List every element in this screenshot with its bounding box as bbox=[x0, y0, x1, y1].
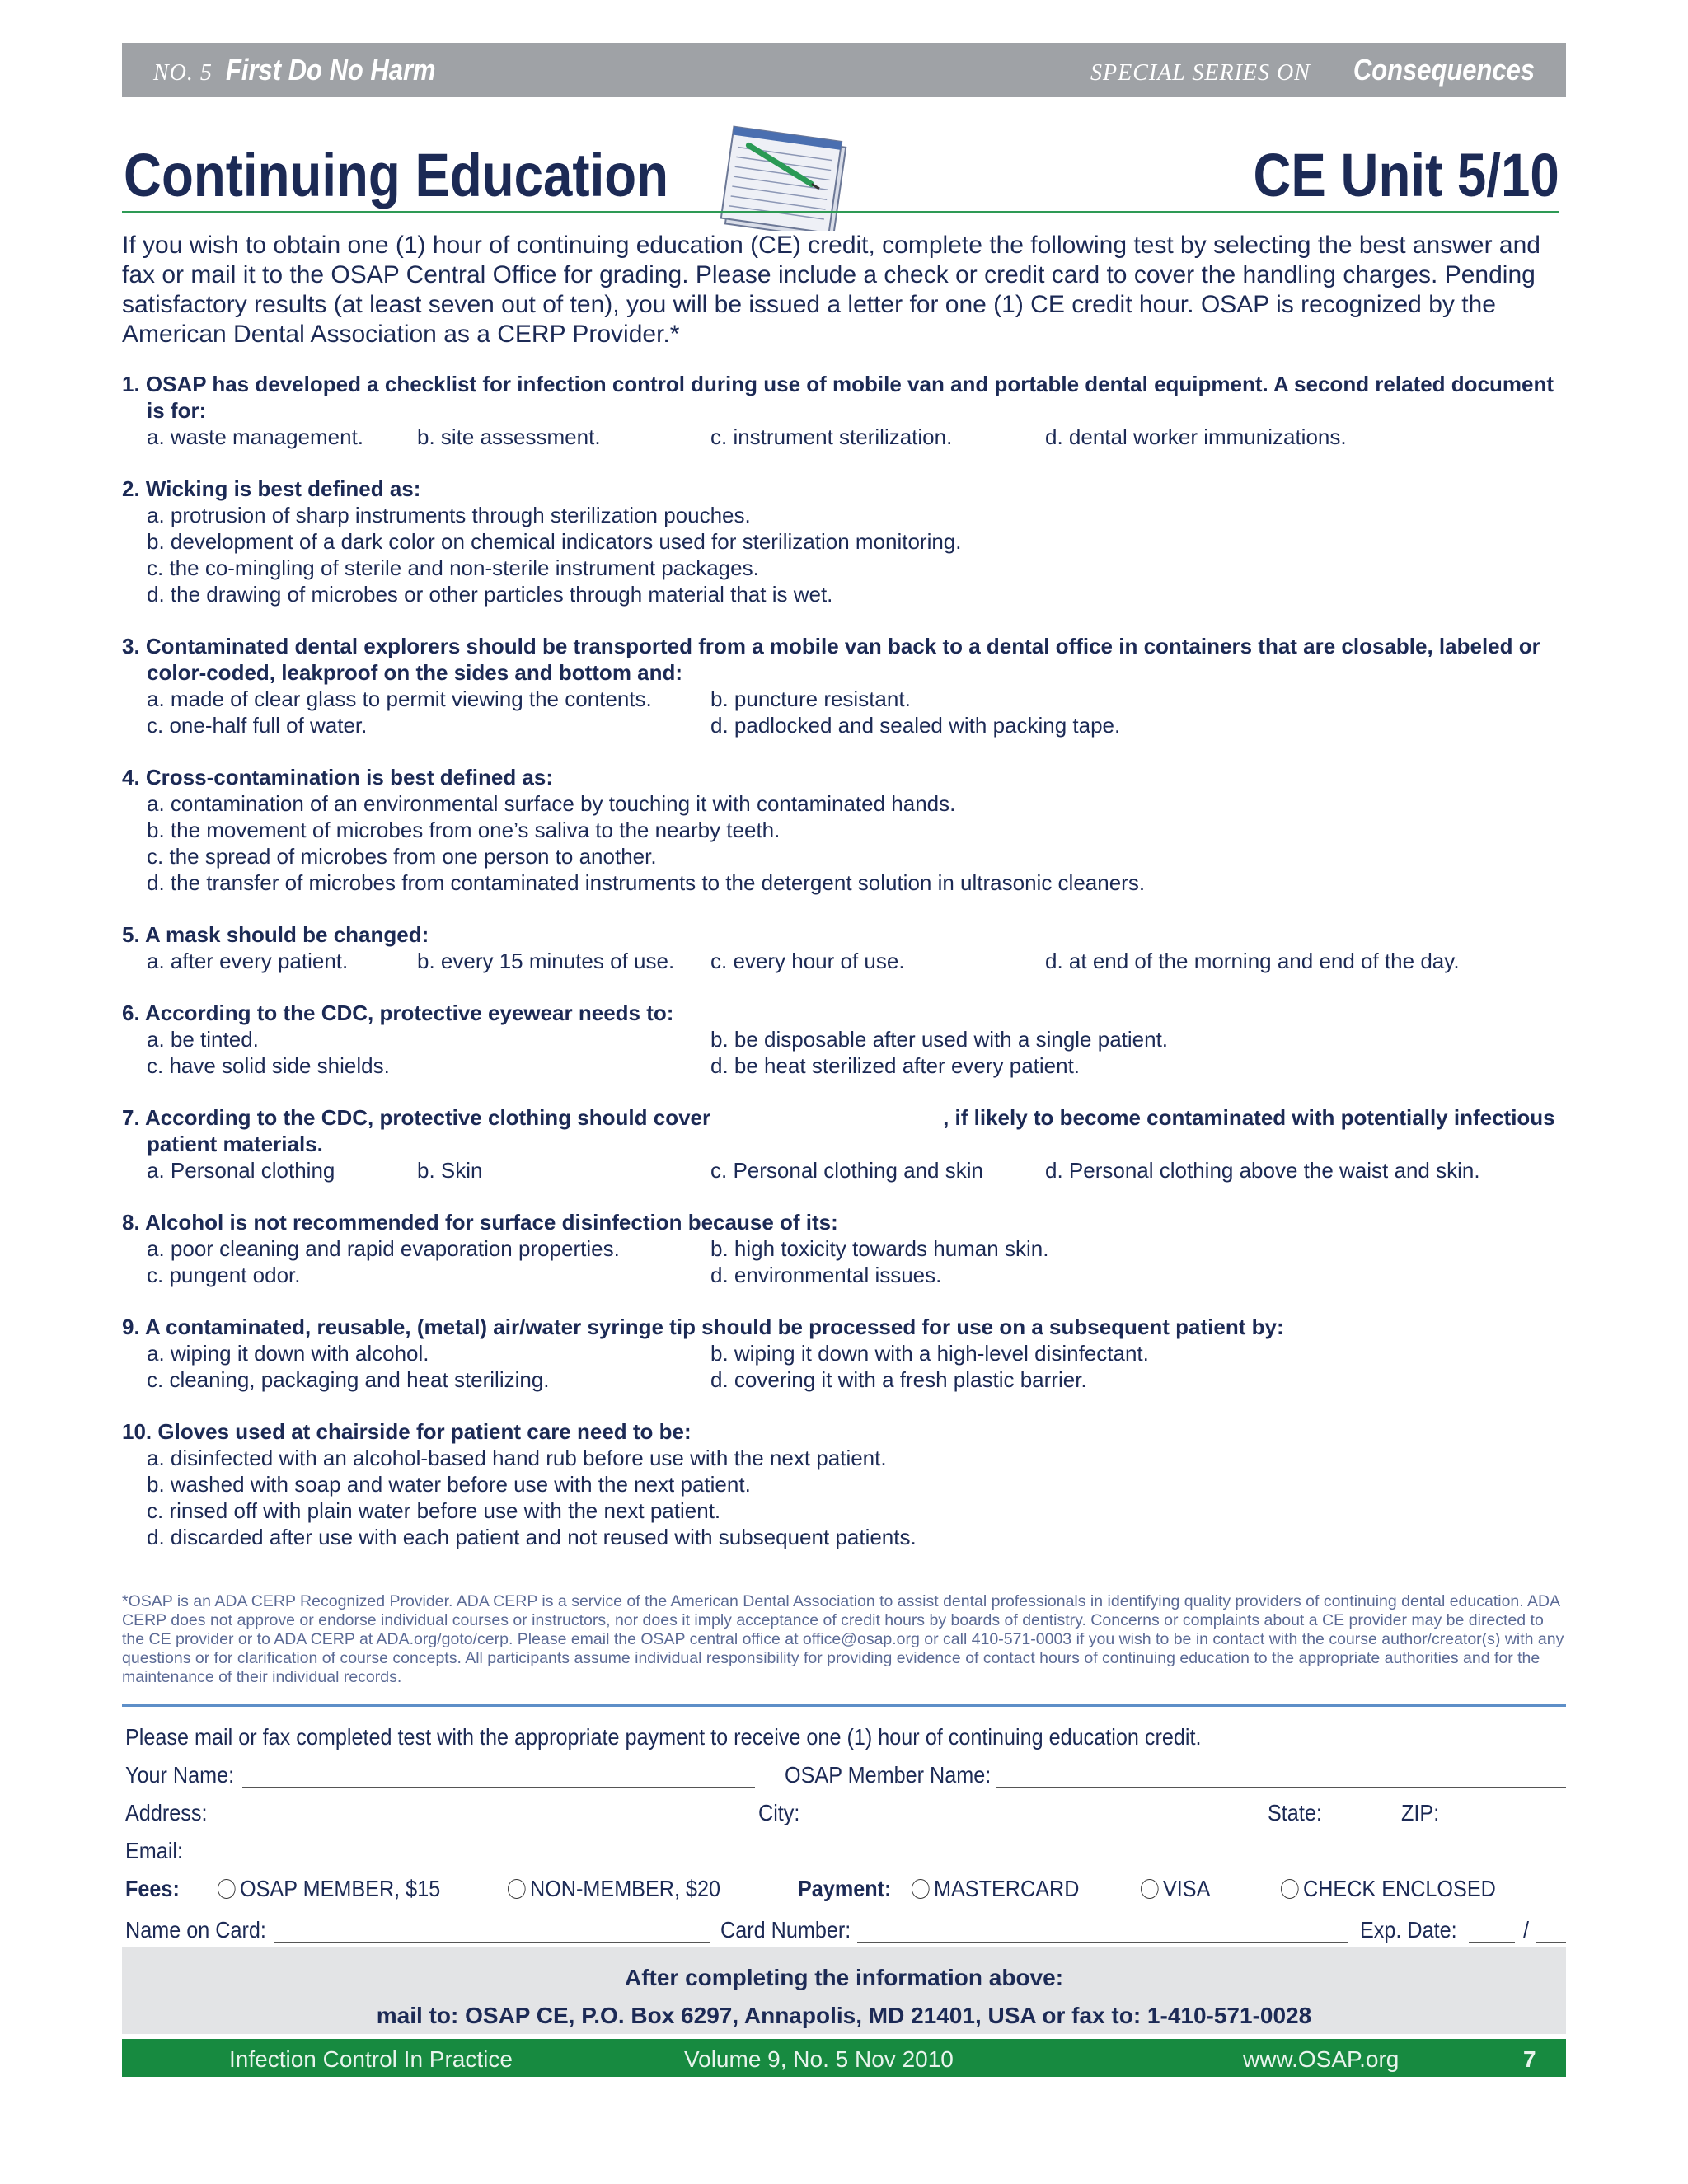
radio-circle-icon bbox=[1141, 1879, 1159, 1899]
answer-option[interactable]: a. disinfected with an alcohol-based hand rub before use with the next patient. bbox=[147, 1446, 887, 1470]
question-text: 1. OSAP has developed a checklist for infection control during use of mobile van and portable dental equipment. A second related document is for: bbox=[122, 372, 1554, 423]
answer-option[interactable]: c. instrument sterilization. bbox=[710, 424, 953, 449]
question-text: 6. According to the CDC, protective eyewear needs to: bbox=[122, 1001, 674, 1025]
question-text: 4. Cross-contamination is best defined as: bbox=[122, 765, 553, 790]
question-text: 10. Gloves used at chairside for patient care need to be: bbox=[122, 1419, 692, 1444]
answer-option[interactable]: a. contamination of an environmental surface by touching it with contaminated hands. bbox=[147, 791, 956, 816]
answer-option[interactable]: a. waste management. bbox=[147, 424, 364, 449]
mail-heading: After completing the information above: bbox=[624, 1965, 1064, 1990]
question-2 bbox=[122, 476, 1573, 607]
answer-option[interactable]: c. cleaning, packaging and heat sterilizing. bbox=[147, 1367, 550, 1392]
your-name-label: Your Name: bbox=[125, 1762, 235, 1788]
radio-circle-icon bbox=[1281, 1879, 1299, 1899]
answer-option[interactable]: c. the spread of microbes from one person to another. bbox=[147, 844, 657, 869]
city-label: City: bbox=[758, 1800, 800, 1825]
mailing-instructions bbox=[122, 1947, 1566, 2034]
question-1 bbox=[122, 371, 1573, 450]
name-on-card-label: Name on Card: bbox=[125, 1917, 266, 1943]
member-name-field[interactable] bbox=[996, 1787, 1566, 1788]
question-text: 3. Contaminated dental explorers should be transported from a mobile van back to a dental office in containers that are closable, labeled or color-coded, leakproof on the sides and bottom and: bbox=[122, 634, 1540, 685]
answer-option[interactable]: d. be heat sterilized after every patient. bbox=[710, 1053, 1081, 1078]
member-name-label: OSAP Member Name: bbox=[785, 1762, 992, 1788]
answer-option[interactable]: d. dental worker immunizations. bbox=[1045, 424, 1347, 449]
address-label: Address: bbox=[125, 1800, 208, 1825]
payment-label: Payment: bbox=[798, 1876, 892, 1901]
question-text: 9. A contaminated, reusable, (metal) air/water syringe tip should be processed for use on a subsequent patient by: bbox=[122, 1315, 1284, 1339]
answer-option[interactable]: b. puncture resistant. bbox=[710, 687, 911, 711]
form-divider bbox=[122, 1704, 1566, 1707]
ce-unit-label: CE Unit 5/10 bbox=[1253, 141, 1559, 209]
page-footer bbox=[122, 2039, 1566, 2077]
answer-option[interactable]: c. pungent odor. bbox=[147, 1263, 301, 1287]
answer-option[interactable]: d. padlocked and sealed with packing tape. bbox=[710, 713, 1121, 738]
question-10 bbox=[122, 1418, 1573, 1550]
answer-option[interactable]: b. site assessment. bbox=[417, 424, 601, 449]
issue-number: NO. 5 bbox=[153, 60, 213, 86]
answer-option[interactable]: d. the drawing of microbes or other particles through material that is wet. bbox=[147, 582, 833, 607]
answer-option[interactable]: d. Personal clothing above the waist and skin. bbox=[1045, 1158, 1480, 1183]
series-prefix: SPECIAL SERIES ON bbox=[1090, 60, 1311, 86]
state-label: State: bbox=[1268, 1800, 1322, 1825]
answer-option[interactable]: c. Personal clothing and skin bbox=[710, 1158, 983, 1183]
question-text: 7. According to the CDC, protective clothing should cover ___________________, if likely to become contaminated with potentially infectious patient materials. bbox=[122, 1105, 1555, 1156]
series-name: Consequences bbox=[1353, 53, 1535, 87]
publication-name: Infection Control In Practice bbox=[229, 2046, 513, 2072]
fee-nonmember-option[interactable]: NON-MEMBER, $20 bbox=[508, 1876, 720, 1902]
answer-option[interactable]: b. development of a dark color on chemical indicators used for sterilization monitoring. bbox=[147, 529, 962, 554]
question-text: 5. A mask should be changed: bbox=[122, 922, 429, 947]
answer-option[interactable]: a. protrusion of sharp instruments through sterilization pouches. bbox=[147, 503, 751, 527]
question-7 bbox=[122, 1104, 1573, 1183]
answer-option[interactable]: d. covering it with a fresh plastic barrier. bbox=[710, 1367, 1087, 1392]
answer-option[interactable]: a. after every patient. bbox=[147, 949, 349, 973]
radio-circle-icon bbox=[912, 1879, 930, 1899]
pay-visa-option[interactable]: VISA bbox=[1141, 1876, 1210, 1902]
answer-option[interactable]: d. discarded after use with each patient and not reused with subsequent patients. bbox=[147, 1525, 917, 1549]
answer-option[interactable]: c. one-half full of water. bbox=[147, 713, 368, 738]
answer-option[interactable]: c. have solid side shields. bbox=[147, 1053, 390, 1078]
volume-info: Volume 9, No. 5 Nov 2010 bbox=[684, 2046, 954, 2072]
exp-month-field[interactable] bbox=[1469, 1942, 1515, 1943]
radio-circle-icon bbox=[218, 1879, 236, 1899]
page-header bbox=[122, 124, 1566, 214]
your-name-field[interactable] bbox=[242, 1787, 755, 1788]
series-banner bbox=[122, 43, 1566, 97]
answer-option[interactable]: c. every hour of use. bbox=[710, 949, 905, 973]
question-9 bbox=[122, 1314, 1573, 1393]
card-number-label: Card Number: bbox=[720, 1917, 851, 1943]
answer-option[interactable]: a. Personal clothing bbox=[147, 1158, 335, 1183]
cerp-footnote: *OSAP is an ADA CERP Recognized Provider. ADA CERP is a service of the American Dental Association to assist dental professionals in identifying quality providers of continuing dental education. ADA CERP does not approve or endorse individual courses or instructors, nor does it imply acceptance of credit hours by boards of dentistry. Concerns or complaints about a CE provider may be directed to the CE provider or to ADA CERP at ADA.org/goto/cerp. Please email the OSAP central office at office@osap.org or call 410-571-0003 if you wish to be in contact with the course author/creator(s) with any questions or for clarification of course concepts. All participants assume individual responsibility for providing evidence of contact hours of continuing education to the appropriate authorities and for the maintenance of their individual records. bbox=[122, 1592, 1564, 1686]
series-title: First Do No Harm bbox=[225, 53, 436, 87]
exp-date-label: Exp. Date: bbox=[1360, 1917, 1457, 1943]
answer-option[interactable]: b. Skin bbox=[417, 1158, 483, 1183]
quiz bbox=[122, 371, 1573, 1576]
question-3 bbox=[122, 633, 1573, 738]
answer-option[interactable]: d. at end of the morning and end of the day. bbox=[1045, 949, 1460, 973]
mail-address: mail to: OSAP CE, P.O. Box 6297, Annapolis, MD 21401, USA or fax to: 1-410-571-0028 bbox=[376, 2003, 1312, 2028]
page-title: Continuing Education bbox=[124, 141, 669, 209]
fees-label: Fees: bbox=[125, 1876, 180, 1901]
fee-member-option[interactable]: OSAP MEMBER, $15 bbox=[218, 1876, 440, 1902]
email-label: Email: bbox=[125, 1838, 184, 1863]
page-number: 7 bbox=[1523, 2046, 1536, 2072]
question-text: 2. Wicking is best defined as: bbox=[122, 476, 421, 501]
question-5 bbox=[122, 921, 1573, 974]
zip-label: ZIP: bbox=[1401, 1800, 1440, 1825]
exp-date-separator: / bbox=[1523, 1917, 1530, 1943]
answer-option[interactable]: b. washed with soap and water before use with the next patient. bbox=[147, 1472, 751, 1497]
question-6 bbox=[122, 1000, 1573, 1079]
answer-option[interactable]: d. the transfer of microbes from contaminated instruments to the detergent solution in ultrasonic cleaners. bbox=[147, 870, 1146, 895]
exp-year-field[interactable] bbox=[1536, 1942, 1566, 1943]
website-link[interactable]: www.OSAP.org bbox=[1243, 2046, 1400, 2072]
name-on-card-field[interactable] bbox=[274, 1942, 710, 1943]
header-divider bbox=[122, 211, 1559, 213]
intro-paragraph: If you wish to obtain one (1) hour of continuing education (CE) credit, complete the following test by selecting the best answer and fax or mail it to the OSAP Central Office for grading. Please include a check or credit card to cover the handling charges. Pending satisfactory results (at least seven out of ten), you will be issued a letter for one (1) CE credit hour. OSAP is recognized by the American Dental Association as a CERP Provider.* bbox=[122, 232, 1540, 348]
answer-option[interactable]: b. be disposable after used with a single patient. bbox=[710, 1027, 1169, 1052]
answer-option[interactable]: c. rinsed off with plain water before use with the next patient. bbox=[147, 1498, 721, 1523]
pay-check-option[interactable]: CHECK ENCLOSED bbox=[1281, 1876, 1496, 1902]
answer-option[interactable]: b. the movement of microbes from one’s saliva to the nearby teeth. bbox=[147, 818, 781, 842]
question-text: 8. Alcohol is not recommended for surface disinfection because of its: bbox=[122, 1210, 838, 1235]
notepad-pencil-icon bbox=[621, 124, 868, 231]
answer-option[interactable]: b. high toxicity towards human skin. bbox=[710, 1236, 1049, 1261]
radio-circle-icon bbox=[508, 1879, 526, 1899]
answer-option[interactable]: b. every 15 minutes of use. bbox=[417, 949, 675, 973]
answer-option[interactable]: a. wiping it down with alcohol. bbox=[147, 1341, 429, 1366]
answer-option[interactable]: a. poor cleaning and rapid evaporation properties. bbox=[147, 1236, 620, 1261]
question-8 bbox=[122, 1209, 1573, 1288]
question-4 bbox=[122, 764, 1573, 896]
pay-mastercard-option[interactable]: MASTERCARD bbox=[912, 1876, 1079, 1902]
answer-option[interactable]: a. be tinted. bbox=[147, 1027, 259, 1052]
answer-option[interactable]: b. wiping it down with a high-level disinfectant. bbox=[710, 1341, 1149, 1366]
answer-option[interactable]: d. environmental issues. bbox=[710, 1263, 942, 1287]
answer-option[interactable]: a. made of clear glass to permit viewing the contents. bbox=[147, 687, 652, 711]
answer-option[interactable]: c. the co-mingling of sterile and non-sterile instrument packages. bbox=[147, 555, 759, 580]
card-number-field[interactable] bbox=[857, 1942, 1348, 1943]
form-instructions: Please mail or fax completed test with the appropriate payment to receive one (1) hour of continuing education credit. bbox=[125, 1724, 1202, 1750]
